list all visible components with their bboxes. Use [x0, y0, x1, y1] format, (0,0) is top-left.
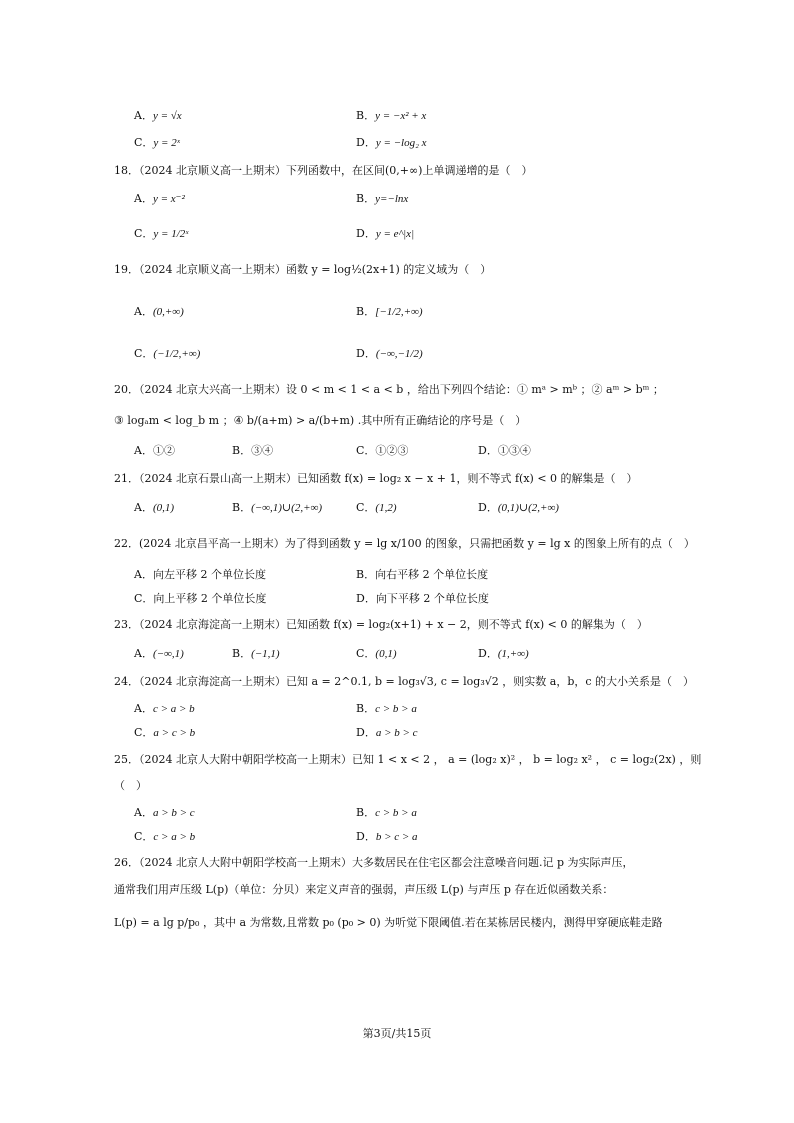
q25-option-c [134, 829, 195, 845]
option-text: y = e^|x| [375, 228, 415, 240]
q26-line2: 通常我们用声压级 L(p)（单位：分贝）来定义声音的强弱，声压级 L(p) 与声压 p 存在近似函数关系： [114, 883, 614, 896]
option-text: ①②③ [375, 444, 409, 457]
q22-option-b [356, 567, 488, 583]
q20-option-c [356, 443, 408, 459]
q22-option-d [356, 591, 489, 607]
option-label: C． [134, 830, 154, 843]
q25-option-b [356, 805, 417, 821]
q25-stem-line2: （ ） [114, 779, 147, 792]
option-text: a > b > c [152, 807, 195, 819]
option-label: C． [134, 347, 154, 360]
option-label: A． [134, 192, 153, 205]
q17-option-c [134, 135, 180, 151]
option-label: B． [356, 192, 376, 205]
option-label: D． [356, 726, 376, 739]
option-text: a > c > b [153, 727, 196, 739]
option-label: B． [356, 305, 376, 318]
option-text: (−∞,−1/2) [375, 348, 423, 360]
option-text: (0,1) [152, 502, 175, 514]
q22-option-a [134, 567, 266, 583]
q18-option-a [134, 191, 185, 207]
q20-stem-line2: ③ logₐm < log_b m ；④ b/(a+m) > a/(b+m) .其中所有正确结论的序号是（ ） [114, 414, 527, 427]
q21-stem: 21．（2024 北京石景山高一上期末）已知函数 f(x) = log₂ x − x + 1，则不等式 f(x) < 0 的解集是（ ） [114, 472, 638, 485]
option-text: y = −x² + x [375, 110, 427, 122]
option-label: C． [134, 227, 154, 240]
option-label: A． [134, 647, 153, 660]
option-text: b > c > a [375, 831, 418, 843]
q17-option-a [134, 108, 182, 124]
q21-option-b [232, 500, 322, 516]
option-text: ③④ [251, 444, 274, 457]
q20-option-a [134, 443, 175, 459]
option-text: y = 2ˣ [153, 137, 180, 149]
q24-option-c [134, 725, 195, 741]
option-text: ①③④ [497, 444, 531, 457]
option-text: 向上平移 2 个单位长度 [153, 592, 267, 605]
option-label: A． [134, 444, 153, 457]
q21-option-d [478, 500, 559, 516]
option-text: y=−lnx [375, 193, 409, 205]
option-label: B． [232, 647, 252, 660]
q19-option-c [134, 346, 200, 362]
option-text: (0,1)∪(2,+∞) [497, 502, 559, 514]
option-label: C． [356, 647, 376, 660]
q23-option-a [134, 646, 184, 662]
option-label: B． [232, 444, 252, 457]
option-label: C． [356, 501, 376, 514]
option-text: (1,+∞) [497, 648, 529, 660]
option-label: D． [356, 830, 376, 843]
option-label: B． [356, 806, 376, 819]
option-text: [−1/2,+∞) [375, 306, 423, 318]
q21-option-c [356, 500, 397, 516]
q24-stem: 24．（2024 北京海淀高一上期末）已知 a = 2^0.1, b = log₃√3, c = log₃√2 ，则实数 a，b，c 的大小关系是（ ） [114, 675, 695, 688]
option-label: D． [478, 501, 498, 514]
q24-option-d [356, 725, 418, 741]
option-text: (−1/2,+∞) [153, 348, 201, 360]
q25-stem-line1: 25．（2024 北京人大附中朝阳学校高一上期末）已知 1 < x < 2 ， a = (log₂ x)² ， b = log₂ x² ， c = log₂(2x) ，则 [114, 753, 702, 766]
option-label: C． [356, 444, 376, 457]
option-label: D． [356, 136, 376, 149]
q24-option-a [134, 701, 195, 717]
q23-option-b [232, 646, 280, 662]
q26-line1: 26．（2024 北京人大附中朝阳学校高一上期末）大多数居民在住宅区都会注意噪音问题.记 p 为实际声压， [114, 856, 634, 869]
q24-option-b [356, 701, 417, 717]
q20-option-b [232, 443, 273, 459]
option-text: 向左平移 2 个单位长度 [152, 568, 266, 581]
option-label: D． [356, 227, 376, 240]
option-text: (1,2) [375, 502, 397, 514]
q18-option-d [356, 226, 414, 242]
option-label: D． [356, 592, 376, 605]
q23-option-d [478, 646, 529, 662]
option-text: (0,1) [375, 648, 397, 660]
option-text: y = x⁻² [152, 193, 185, 205]
option-label: A． [134, 568, 153, 581]
q22-stem: 22．(2024 北京昌平高一上期末）为了得到函数 y = lg x/100 的图象，只需把函数 y = lg x 的图象上所有的点（ ） [114, 537, 695, 550]
option-label: D． [478, 444, 498, 457]
q25-option-d [356, 829, 418, 845]
q20-option-d [478, 443, 531, 459]
option-text: (−1,1) [251, 648, 280, 660]
q23-option-c [356, 646, 397, 662]
q20-stem-line1: 20．（2024 北京大兴高一上期末）设 0 < m < 1 < a < b ，给出下列四个结论：① mᵃ > mᵇ ；② aᵐ > bᵐ ； [114, 383, 664, 396]
option-label: C． [134, 726, 154, 739]
option-text: c > a > b [152, 703, 195, 715]
q19-option-d [356, 346, 423, 362]
option-text: y = 1/2ˣ [153, 228, 189, 240]
option-label: B． [356, 702, 376, 715]
q17-option-d [356, 135, 427, 151]
option-label: D． [478, 647, 498, 660]
q19-option-a [134, 304, 184, 320]
option-text: c > b > a [375, 703, 417, 715]
option-text: 向下平移 2 个单位长度 [375, 592, 489, 605]
option-text: c > a > b [153, 831, 196, 843]
option-text: a > b > c [375, 727, 418, 739]
q22-option-c [134, 591, 266, 607]
q23-stem: 23．（2024 北京海淀高一上期末）已知函数 f(x) = log₂(x+1) + x − 2，则不等式 f(x) < 0 的解集为（ ） [114, 618, 648, 631]
option-text: ①② [152, 444, 175, 457]
option-label: A． [134, 109, 153, 122]
option-text: y = −log₂ x [375, 137, 427, 149]
option-label: A． [134, 305, 153, 318]
option-text: 向右平移 2 个单位长度 [375, 568, 489, 581]
option-label: A． [134, 501, 153, 514]
option-label: A． [134, 702, 153, 715]
option-label: A． [134, 806, 153, 819]
option-label: B． [232, 501, 252, 514]
q18-option-c [134, 226, 188, 242]
option-text: c > b > a [375, 807, 417, 819]
option-text: (−∞,1)∪(2,+∞) [251, 502, 322, 514]
option-label: D． [356, 347, 376, 360]
option-label: C． [134, 592, 154, 605]
q19-stem: 19．（2024 北京顺义高一上期末）函数 y = log½(2x+1) 的定义域为（ ） [114, 263, 492, 276]
q19-option-b [356, 304, 423, 320]
q26-line3: L(p) = a lg p/p₀ ，其中 a 为常数,且常数 p₀ (p₀ > 0) 为听觉下限阈值.若在某栋居民楼内，测得甲穿硬底鞋走路 [114, 916, 663, 929]
q18-option-b [356, 191, 408, 207]
q17-option-b [356, 108, 426, 124]
q21-option-a [134, 500, 174, 516]
option-label: B． [356, 109, 376, 122]
option-text: (0,+∞) [152, 306, 184, 318]
page-number: 第3页/共15页 [362, 1027, 432, 1040]
option-text: y = √x [152, 110, 182, 122]
q18-stem: 18．（2024 北京顺义高一上期末）下列函数中，在区间(0,+∞)上单调递增的是（ ） [114, 164, 533, 177]
q25-option-a [134, 805, 195, 821]
option-label: C． [134, 136, 154, 149]
option-label: B． [356, 568, 376, 581]
option-text: (−∞,1) [152, 648, 184, 660]
